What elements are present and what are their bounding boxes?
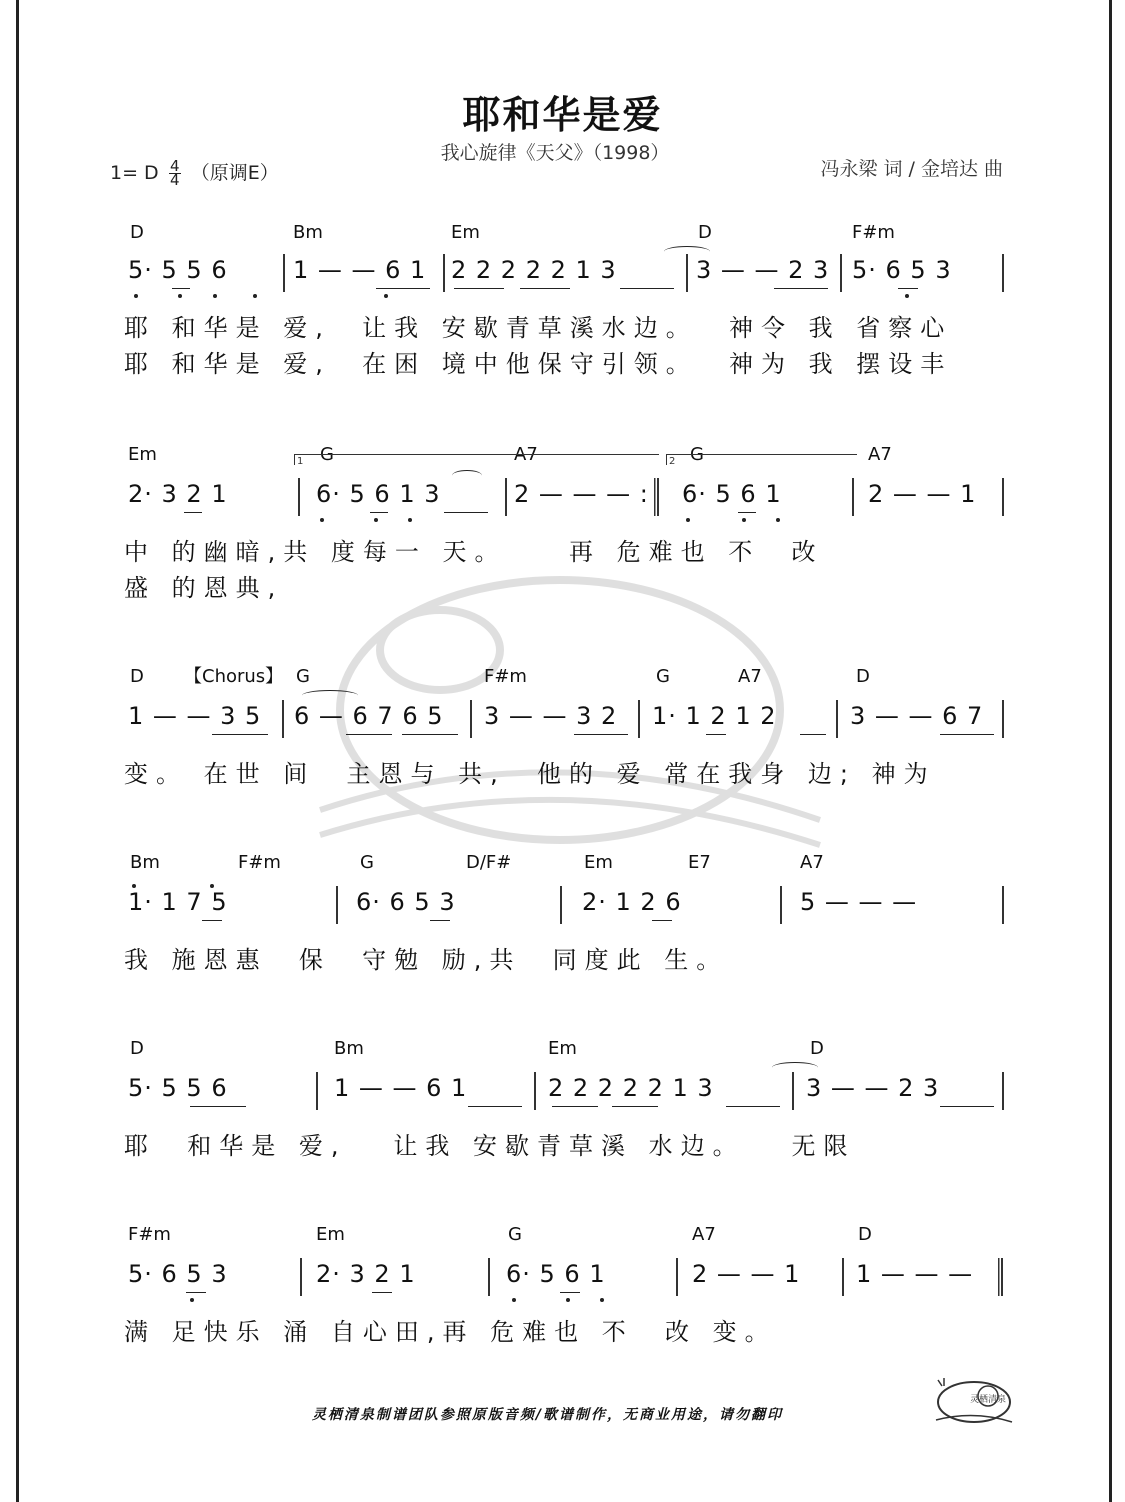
measure-notes: 3 — — 3 2	[484, 702, 618, 730]
original-key: （原调E）	[190, 162, 279, 184]
music-row-2	[0, 440, 1125, 610]
measure-notes: 2· 1 2 6	[582, 888, 682, 916]
chord: A7	[800, 852, 824, 873]
chord: Em	[128, 444, 157, 465]
chord: G	[296, 666, 310, 687]
chord: D	[858, 1224, 872, 1245]
measure-notes: 1 — — 6 1	[293, 256, 427, 284]
measure-notes: 1· 1 7 5	[128, 888, 228, 916]
key-label: 1= D	[110, 162, 159, 184]
chord: Bm	[293, 222, 323, 243]
time-numerator: 4	[169, 157, 180, 175]
music-row-4	[0, 848, 1125, 1018]
chord: Bm	[130, 852, 160, 873]
chord: D	[698, 222, 712, 243]
chord: Em	[584, 852, 613, 873]
measure-notes: 6· 5 6 1 3	[316, 480, 441, 508]
music-row-3	[0, 662, 1125, 832]
chord: A7	[514, 444, 538, 465]
volta-second: 2	[669, 456, 676, 467]
music-row-5	[0, 1034, 1125, 1204]
chord: D	[130, 1038, 144, 1059]
song-title: 耶和华是爱	[462, 93, 663, 137]
lyrics-verse-1: 耶 和华是 爱, 让我 安歇青草溪水边。 神令 我 省察心	[124, 314, 953, 342]
chord: D	[130, 222, 144, 243]
chord: F#m	[484, 666, 527, 687]
key-signature	[110, 158, 279, 187]
measure-notes: 5· 5 5 6	[128, 1074, 228, 1102]
chord: D	[856, 666, 870, 687]
chord: Em	[451, 222, 480, 243]
measure-notes: 1 — — 6 1	[334, 1074, 468, 1102]
song-subtitle: 我心旋律《天父》（1998）	[440, 142, 670, 164]
chord: F#m	[852, 222, 895, 243]
lyrics-verse-1: 耶 和华是 爱, 让我 安歇青草溪 水边。 无限	[124, 1132, 856, 1160]
chord: E7	[688, 852, 711, 873]
measure-notes: 6· 5 6 1	[506, 1260, 606, 1288]
measure-notes: 3 — — 6 7	[850, 702, 984, 730]
chord: Em	[316, 1224, 345, 1245]
measure-notes: 2 — — 1	[868, 480, 977, 508]
time-denominator: 4	[169, 171, 180, 189]
lyrics-verse-1: 中 的幽暗,共 度每一 天。 再 危难也 不 改	[124, 538, 824, 566]
measure-notes: 2 — — — :	[514, 480, 649, 508]
measure-notes: 6· 5 6 1	[682, 480, 782, 508]
measure-notes: 2· 3 2 1	[128, 480, 228, 508]
measure-notes: 3 — — 2 3	[806, 1074, 940, 1102]
measure-notes: 2· 3 2 1	[316, 1260, 416, 1288]
chord: D	[130, 666, 144, 687]
chord: G	[656, 666, 670, 687]
chord: G	[360, 852, 374, 873]
lyrics-verse-2: 耶 和华是 爱, 在困 境中他保守引领。 神为 我 摆设丰	[124, 350, 953, 378]
logo-text: 灵栖清泉	[970, 1395, 1007, 1405]
measure-notes: 5· 6 5 3	[128, 1260, 228, 1288]
chord: A7	[868, 444, 892, 465]
volta-first: 1	[297, 456, 304, 467]
music-row-6	[0, 1220, 1125, 1390]
measure-notes: 2 2 2 2 2 1 3	[548, 1074, 714, 1102]
chord: A7	[692, 1224, 716, 1245]
chord: F#m	[128, 1224, 171, 1245]
measure-notes: 5· 5 5 6	[128, 256, 228, 284]
lyrics-verse-1: 满 足快乐 涌 自心田,再 危难也 不 改 变。	[124, 1318, 777, 1346]
measure-notes: 6· 6 5 3	[356, 888, 456, 916]
measure-notes: 1 — — 3 5	[128, 702, 262, 730]
measure-notes: 1 — — —	[856, 1260, 974, 1288]
footer-note: 灵栖清泉制谱团队参照原版音频/歌谱制作，无商业用途，请勿翻印	[311, 1407, 784, 1423]
chord: G	[508, 1224, 522, 1245]
sheep-logo-icon	[928, 1372, 1018, 1428]
chord: D	[810, 1038, 824, 1059]
measure-notes: 3 — — 2 3	[696, 256, 830, 284]
chord: F#m	[238, 852, 281, 873]
music-row-1	[0, 218, 1125, 388]
measure-notes: 2 2 2 2 2 1 3	[451, 256, 617, 284]
measure-notes: 5· 6 5 3	[852, 256, 952, 284]
chord: G	[320, 444, 334, 465]
song-authors: 冯永梁 词 / 金培达 曲	[820, 158, 1003, 180]
measure-notes: 2 — — 1	[692, 1260, 801, 1288]
chord: Em	[548, 1038, 577, 1059]
measure-notes: 6 — 6 7 6 5	[294, 702, 444, 730]
chorus-label: 【Chorus】	[184, 666, 284, 687]
chord: D/F#	[466, 852, 512, 873]
chord: G	[690, 444, 704, 465]
lyrics-verse-1: 我 施恩惠 保 守勉 励,共 同度此 生。	[124, 946, 729, 974]
measure-notes: 5 — — —	[800, 888, 918, 916]
time-signature	[169, 157, 181, 189]
chord: A7	[738, 666, 762, 687]
lyrics-verse-2: 盛 的恩典,	[124, 574, 284, 602]
chord: Bm	[334, 1038, 364, 1059]
lyrics-verse-1: 变。 在世 间 主恩与 共, 他的 爱 常在我身 边; 神为	[124, 760, 936, 788]
measure-notes: 1· 1 2 1 2	[652, 702, 777, 730]
